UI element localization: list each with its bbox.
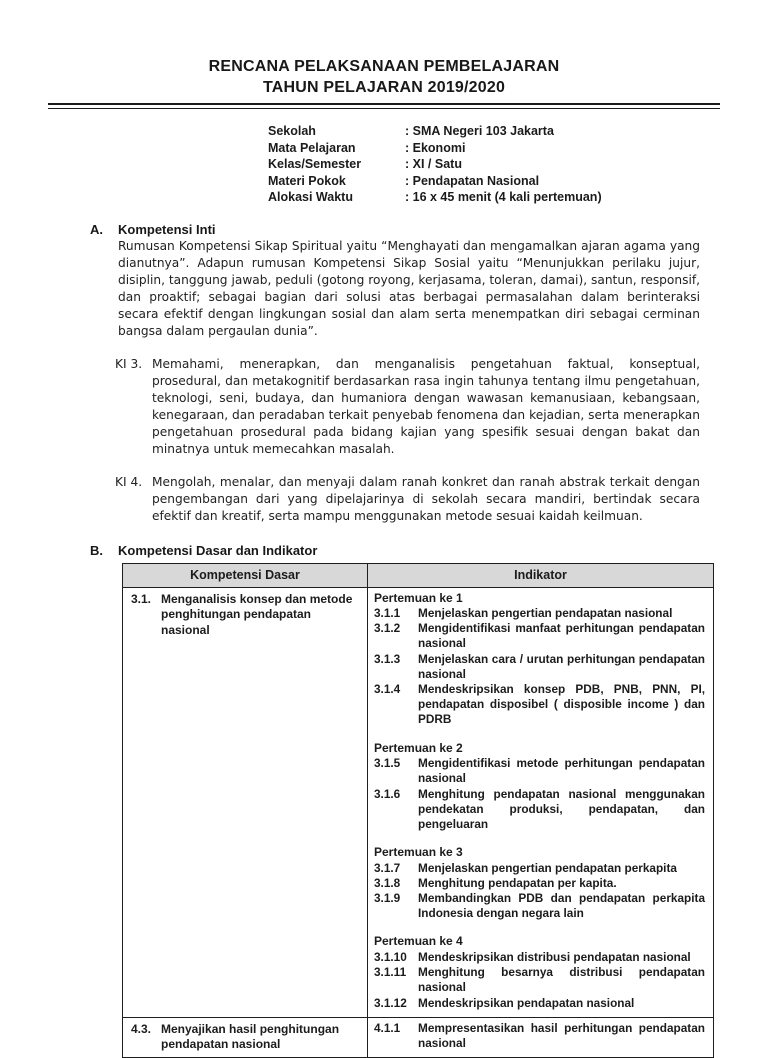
section-b-heading xyxy=(90,542,700,559)
indicator-item xyxy=(374,606,707,621)
info-value: : SMA Negeri 103 Jakarta xyxy=(405,123,720,140)
indicator-number: 3.1.3 xyxy=(374,652,418,682)
indicator-text: Menjelaskan pengertian pendapatan perkapita xyxy=(418,861,707,876)
indicator-item xyxy=(374,950,707,965)
group-title: Pertemuan ke 1 xyxy=(374,591,707,607)
column-header-kompetensi-dasar: Kompetensi Dasar xyxy=(123,563,368,587)
kd-number: 3.1. xyxy=(131,592,161,639)
ki-4-label: KI 4. xyxy=(115,474,152,525)
column-header-indikator: Indikator xyxy=(368,563,714,587)
group-title: Pertemuan ke 4 xyxy=(374,934,707,950)
indicator-item xyxy=(374,756,707,786)
info-row-alokasi-waktu xyxy=(268,189,720,206)
kompetensi-inti-intro: Rumusan Kompetensi Sikap Spiritual yaitu “Menghayati dan mengamalkan ajaran agama yang dianutnya”. Adapun rumusan Kompetensi Sikap Sosial yaitu “Menunjukkan perilaku jujur, disiplin, tanggung jawab, peduli (gotong royong, kerjasama, toleran, damai), santun, responsif, dan proaktif; sebagai bagian dari solusi atas berbagai permasalahan dalam berinteraksi secara efektif dengan lingkungan sosial dan alam serta menempatkan diri sebagai cerminan bangsa dalam pergaulan dunia”. xyxy=(118,238,700,340)
indicator-text: Menjelaskan cara / urutan perhitungan pendapatan nasional xyxy=(418,652,707,682)
indicator-number: 4.1.1 xyxy=(374,1021,418,1051)
info-label: Kelas/Semester xyxy=(268,156,405,173)
indicator-item xyxy=(374,1021,707,1051)
indicator-item xyxy=(374,996,707,1011)
indicator-cell-4-3 xyxy=(368,1017,714,1057)
title-divider xyxy=(48,103,720,109)
indicator-number: 3.1.1 xyxy=(374,606,418,621)
info-row-mata-pelajaran xyxy=(268,140,720,157)
indicator-item xyxy=(374,652,707,682)
ki-3-item xyxy=(115,356,700,458)
ki-3-label: KI 3. xyxy=(115,356,152,458)
indicator-text: Membandingkan PDB dan pendapatan perkapita Indonesia dengan negara lain xyxy=(418,891,707,921)
indicator-text: Mendeskripsikan pendapatan nasional xyxy=(418,996,707,1011)
indicator-group-pertemuan-1 xyxy=(374,591,707,728)
indicator-number: 3.1.2 xyxy=(374,621,418,651)
indicator-number: 3.1.11 xyxy=(374,965,418,995)
indicator-number: 3.1.10 xyxy=(374,950,418,965)
ki-4-item xyxy=(115,474,700,525)
indicator-text: Menghitung pendapatan per kapita. xyxy=(418,876,707,891)
table-row-kd-3-1 xyxy=(123,587,714,1017)
indicator-item xyxy=(374,621,707,651)
section-kompetensi-inti xyxy=(90,221,700,525)
info-row-kelas-semester xyxy=(268,156,720,173)
indicator-cell-3-1 xyxy=(368,587,714,1017)
indicator-text: Mendeskripsikan distribusi pendapatan nasional xyxy=(418,950,707,965)
indicator-number: 3.1.8 xyxy=(374,876,418,891)
indicator-group-pertemuan-2 xyxy=(374,741,707,833)
indicator-text: Mengidentifikasi manfaat perhitungan pendapatan nasional xyxy=(418,621,707,651)
indicator-number: 3.1.5 xyxy=(374,756,418,786)
indicator-text: Mempresentasikan hasil perhitungan pendapatan nasional xyxy=(418,1021,707,1051)
indicator-item xyxy=(374,891,707,921)
kd-text: Menyajikan hasil penghitungan pendapatan nasional xyxy=(161,1022,361,1053)
indicator-group-pertemuan-4 xyxy=(374,934,707,1010)
info-value: : Pendapatan Nasional xyxy=(405,173,720,190)
indicator-item xyxy=(374,861,707,876)
section-kompetensi-dasar xyxy=(90,542,700,1058)
kompetensi-dasar-table xyxy=(122,563,714,1058)
section-a-letter: A. xyxy=(90,221,118,238)
indicator-item xyxy=(374,876,707,891)
info-label: Materi Pokok xyxy=(268,173,405,190)
indicator-text: Mengidentifikasi metode perhitungan pendapatan nasional xyxy=(418,756,707,786)
info-label: Alokasi Waktu xyxy=(268,189,405,206)
info-label: Mata Pelajaran xyxy=(268,140,405,157)
indicator-text: Mendeskripsikan konsep PDB, PNB, PNN, PI, pendapatan disposibel ( disposible income ) dan PDRB xyxy=(418,682,707,728)
indicator-item xyxy=(374,682,707,728)
section-b-body xyxy=(118,563,700,1058)
kd-cell-4-3 xyxy=(123,1017,368,1057)
indicator-text: Menjelaskan pengertian pendapatan nasional xyxy=(418,606,707,621)
info-value: : 16 x 45 menit (4 kali pertemuan) xyxy=(405,189,720,206)
info-row-materi-pokok xyxy=(268,173,720,190)
title-line-2: TAHUN PELAJARAN 2019/2020 xyxy=(48,77,720,98)
title-line-1: RENCANA PELAKSANAAN PEMBELAJARAN xyxy=(48,56,720,77)
ki-3-text: Memahami, menerapkan, dan menganalisis pengetahuan faktual, konseptual, prosedural, dan metakognitif berdasarkan rasa ingin tahunya tentang ilmu pengetahuan, teknologi, seni, budaya, dan humaniora dengan wawasan kemanusiaan, kebangsaan, kenegaraan, dan peradaban terkait penyebab fenomena dan kejadian, serta menerapkan pengetahuan prosedural pada bidang kajian yang spesifik sesuai dengan bakat dan minatnya untuk memecahkan masalah. xyxy=(152,356,700,458)
info-value: : Ekonomi xyxy=(405,140,720,157)
kd-text: Menganalisis konsep dan metode penghitungan pendapatan nasional xyxy=(161,592,361,639)
kd-number: 4.3. xyxy=(131,1022,161,1053)
indicator-number: 3.1.12 xyxy=(374,996,418,1011)
kd-cell-3-1 xyxy=(123,587,368,1017)
indicator-item xyxy=(374,787,707,833)
indicator-number: 3.1.7 xyxy=(374,861,418,876)
group-title: Pertemuan ke 2 xyxy=(374,741,707,757)
table-row-kd-4-3 xyxy=(123,1017,714,1057)
indicator-group-pertemuan-3 xyxy=(374,845,707,921)
indicator-item xyxy=(374,965,707,995)
section-a-body xyxy=(118,238,700,525)
section-b-title: Kompetensi Dasar dan Indikator xyxy=(118,542,700,559)
document-info-block xyxy=(268,123,720,206)
info-value: : XI / Satu xyxy=(405,156,720,173)
group-title: Pertemuan ke 3 xyxy=(374,845,707,861)
section-b-letter: B. xyxy=(90,542,118,559)
indicator-number: 3.1.4 xyxy=(374,682,418,728)
indicator-text: Menghitung pendapatan nasional menggunakan pendekatan produksi, pendapatan, dan pengeluaran xyxy=(418,787,707,833)
indicator-number: 3.1.6 xyxy=(374,787,418,833)
info-row-sekolah xyxy=(268,123,720,140)
indicator-text: Menghitung besarnya distribusi pendapatan nasional xyxy=(418,965,707,995)
table-header-row xyxy=(123,563,714,587)
section-a-heading xyxy=(90,221,700,238)
section-a-title: Kompetensi Inti xyxy=(118,221,700,238)
indicator-number: 3.1.9 xyxy=(374,891,418,921)
info-label: Sekolah xyxy=(268,123,405,140)
document-title xyxy=(48,56,720,98)
kd-item xyxy=(131,1022,361,1053)
kd-item xyxy=(131,592,361,639)
ki-4-text: Mengolah, menalar, dan menyaji dalam ranah konkret dan ranah abstrak terkait dengan pengembangan dari yang dipelajarinya di sekolah secara mandiri, bertindak secara efektif dan kreatif, serta mampu menggunakan metode sesuai kaidah keilmuan. xyxy=(152,474,700,525)
